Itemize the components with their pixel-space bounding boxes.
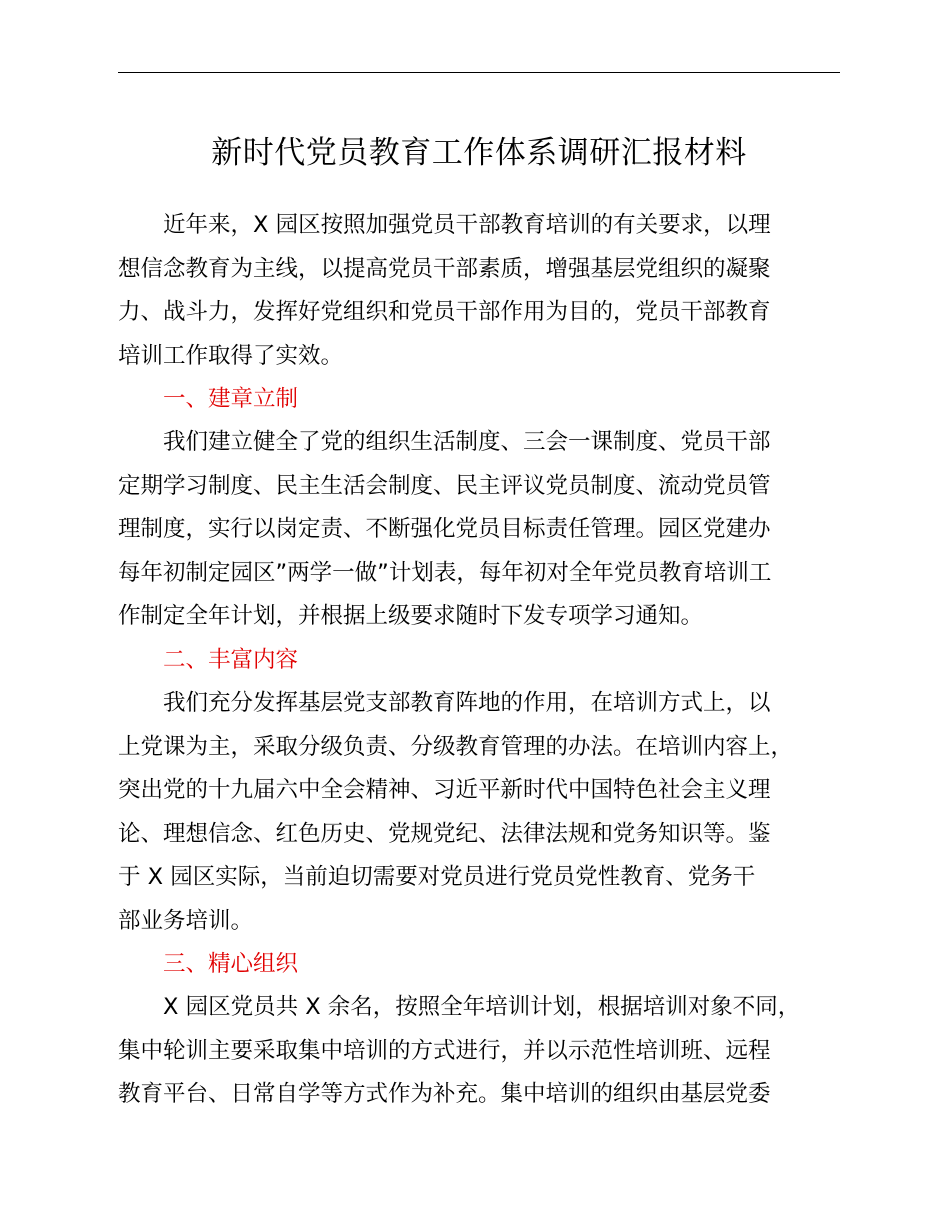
paragraph-line: 我们充分发挥基层党支部教育阵地的作用，在培训方式上，以 (163, 690, 771, 716)
section-heading-2: 二、丰富内容 (163, 647, 299, 673)
paragraph-line: 部业务培训。 (118, 907, 254, 934)
section-heading-3: 三、精心组织 (163, 951, 299, 977)
paragraph-line: 我们建立健全了党的组织生活制度、三会一课制度、党员干部 (163, 429, 771, 455)
paragraph-line: 近年来，X 园区按照加强党员干部教育培训的有关要求，以理 (163, 212, 771, 238)
paragraph-line: 论、理想信念、红色历史、党规党纪、法律法规和党务知识等。鉴 (118, 820, 771, 847)
section-1-paragraph (118, 421, 840, 639)
section-3-paragraph (118, 986, 840, 1117)
paragraph-line: 教育平台、日常自学等方式作为补充。集中培训的组织由基层党委 (118, 1081, 771, 1107)
section-2-paragraph (118, 682, 840, 943)
paragraph-line: 理制度，实行以岗定责、不断强化党员目标责任管理。园区党建办 (118, 516, 771, 542)
paragraph-line: 每年初制定园区”两学一做”计划表，每年初对全年党员教育培训工 (118, 559, 772, 586)
paragraph-line: 集中轮训主要采取集中培训的方式进行，并以示范性培训班、远程 (118, 1037, 771, 1064)
paragraph-line: 培训工作取得了实效。 (118, 342, 344, 369)
paragraph-line: X 园区党员共 X 余名，按照全年培训计划，根据培训对象不同， (163, 994, 801, 1020)
paragraph-line: 作制定全年计划，并根据上级要求随时下发专项学习通知。 (118, 603, 704, 629)
paragraph-line: 于 X 园区实际，当前迫切需要对党员进行党员党性教育、党务干 (118, 864, 756, 890)
intro-paragraph (118, 204, 840, 378)
paragraph-line: 力、战斗力，发挥好党组织和党员干部作用为目的，党员干部教育 (118, 299, 771, 325)
paragraph-line: 想信念教育为主线，以提高党员干部素质，增强基层党组织的凝聚 (118, 255, 771, 282)
paragraph-line: 突出党的十九届六中全会精神、习近平新时代中国特色社会主义理 (118, 777, 771, 803)
paragraph-line: 定期学习制度、民主生活会制度、民主评议党员制度、流动党员管 (118, 472, 771, 499)
paragraph-line: 上党课为主，采取分级负责、分级教育管理的办法。在培训内容上， (118, 733, 794, 760)
section-heading-1: 一、建章立制 (163, 386, 299, 412)
header-rule (118, 72, 840, 73)
document-title: 新时代党员教育工作体系调研汇报材料 (211, 135, 747, 171)
